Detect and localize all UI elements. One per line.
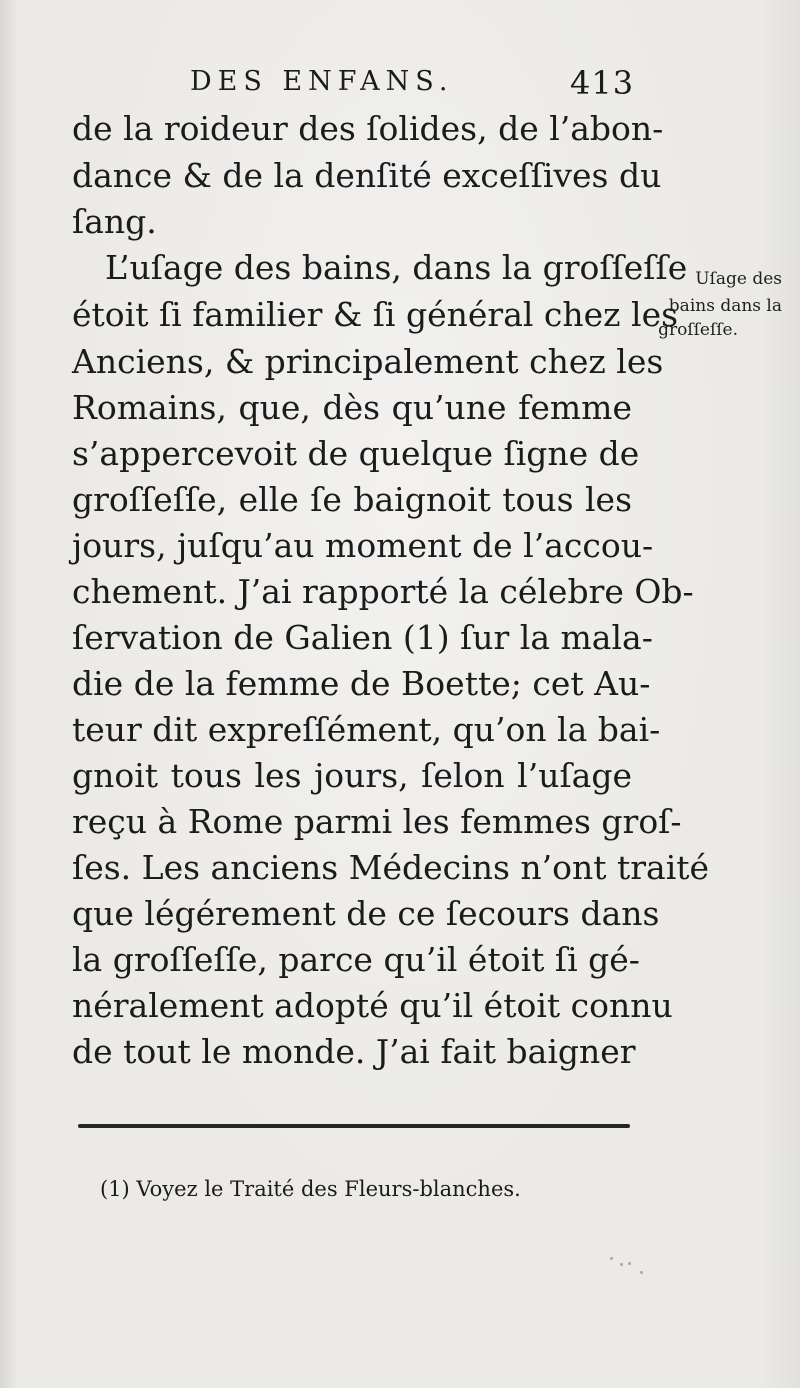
page-number: 413 (570, 64, 635, 102)
paper-speck (620, 1263, 623, 1266)
body-line-16: reçu à Rome parmi les femmes groſ- (72, 802, 682, 841)
margin-note-line-3: groſſeſſe. (658, 320, 738, 340)
body-line-14: teur dit expreſſément, qu’on la bai- (72, 710, 661, 749)
body-line-10: jours, juſqu’au moment de l’accou- (72, 526, 654, 565)
body-line-11: chement. J’ai rapporté la célebre Ob- (72, 572, 694, 611)
body-line-9: groſſeſſe, elle ſe baignoit tous les (72, 480, 632, 519)
margin-note-line-1: Uſage des (695, 269, 782, 289)
body-line-20: néralement adopté qu’il étoit connu (72, 986, 673, 1025)
footnote: (1) Voyez le Traité des Fleurs-blanches. (100, 1177, 521, 1201)
body-line-7: Romains, que, dès qu’une femme (72, 388, 632, 427)
body-line-18: que légérement de ce ſecours dans (72, 894, 660, 933)
body-line-19: la groſſeſſe, parce qu’il étoit ſi gé- (72, 940, 640, 979)
body-line-5: étoit ſi familier & ſi général chez les (72, 295, 679, 334)
body-line-4: L’uſage des bains, dans la groſſeſſe (105, 248, 688, 287)
footnote-rule (78, 1124, 630, 1128)
paper-speck (640, 1271, 643, 1274)
body-line-15: gnoit tous les jours, ſelon l’uſage (72, 756, 632, 795)
margin-note-line-2: bains dans la (668, 296, 782, 316)
body-line-3: ſang. (72, 202, 157, 241)
body-line-6: Anciens, & principalement chez les (72, 342, 664, 381)
running-title: DES ENFANS. (190, 66, 454, 97)
body-line-1: de la roideur des ſolides, de l’abon- (72, 109, 664, 148)
body-line-17: ſes. Les anciens Médecins n’ont traité (72, 848, 710, 887)
body-line-13: die de la femme de Boette; cet Au- (72, 664, 651, 703)
paper-speck (610, 1257, 613, 1260)
body-line-21: de tout le monde. J’ai fait baigner (72, 1032, 636, 1071)
paper-speck (628, 1262, 631, 1265)
body-line-12: ſervation de Galien (1) ſur la mala- (72, 618, 653, 657)
body-line-8: s’appercevoit de quelque ſigne de (72, 434, 640, 473)
body-line-2: dance & de la denſité exceſſives du (72, 156, 662, 195)
